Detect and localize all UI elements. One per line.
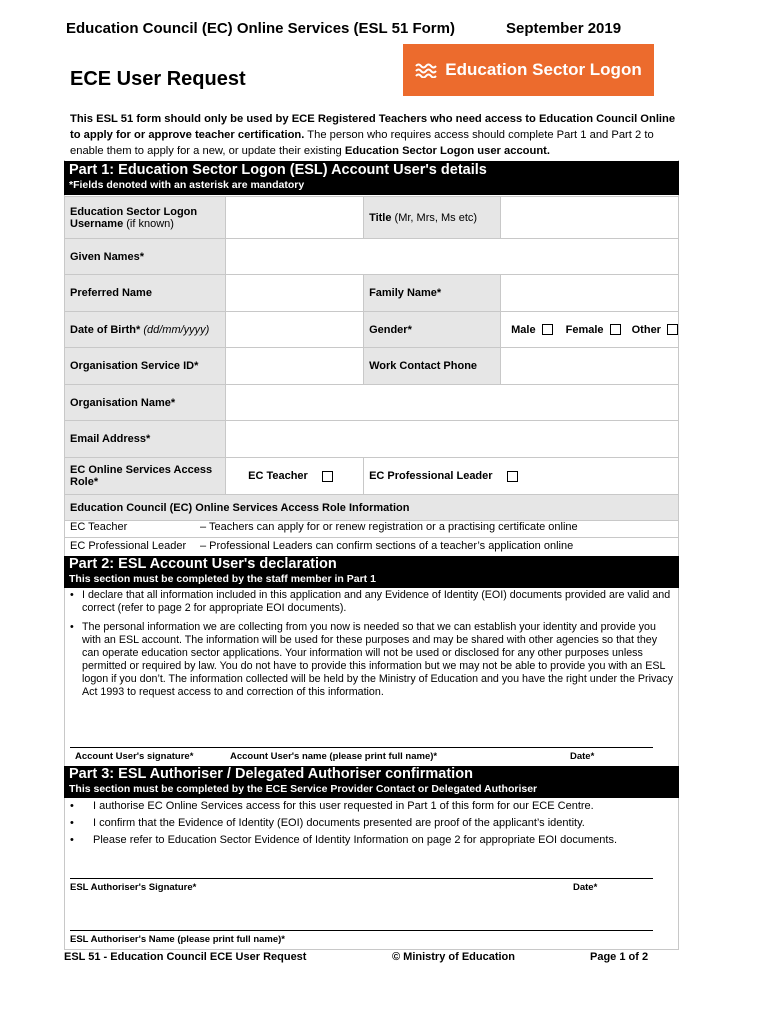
list-item: • Please refer to Education Sector Evidence of Identity Information on page 2 for appropriate EOI documents. xyxy=(70,834,618,846)
part2-header xyxy=(64,556,679,588)
page-title: ECE User Request xyxy=(70,68,246,90)
role-professional-leader-checkbox[interactable] xyxy=(507,471,518,482)
dob-label: Date of Birth* (dd/mm/yyyy) xyxy=(65,312,226,348)
work-phone-input[interactable] xyxy=(501,348,679,385)
part3-name-line[interactable] xyxy=(70,930,653,931)
family-name-input[interactable] xyxy=(501,275,679,312)
preferred-name-label: Preferred Name xyxy=(65,275,226,312)
footer-center: © Ministry of Education xyxy=(392,951,515,963)
role-label: EC Online Services Access Role* xyxy=(65,458,226,495)
org-name-input[interactable] xyxy=(226,385,679,421)
role-info-teacher-role: EC Teacher xyxy=(70,521,128,533)
role-info-leader-role: EC Professional Leader xyxy=(70,540,187,552)
email-input[interactable] xyxy=(226,421,679,458)
role-info-title: Education Council (EC) Online Services Access Role Information xyxy=(65,495,679,521)
list-item: • I confirm that the Evidence of Identity (EOI) documents presented are proof of the applicant’s identity. xyxy=(70,817,585,829)
title-input[interactable] xyxy=(501,197,679,239)
gender-female-label: Female xyxy=(565,323,604,336)
given-names-label: Given Names* xyxy=(65,239,226,275)
part1-title: Part 1: Education Sector Logon (ESL) Account User's details xyxy=(69,162,487,178)
preferred-name-input[interactable] xyxy=(226,275,364,312)
role-info-leader-desc: – Professional Leaders can confirm sections of a teacher’s application online xyxy=(200,540,574,552)
gender-other-checkbox[interactable] xyxy=(667,324,678,335)
dob-input[interactable] xyxy=(226,312,364,348)
part3-date-label: Date* xyxy=(573,882,598,893)
part1-header xyxy=(64,161,679,195)
title-label: Title (Mr, Mrs, Ms etc) xyxy=(364,197,501,239)
part2-name-label: Account User's name (please print full name)* xyxy=(230,751,438,762)
part2-bullets xyxy=(64,589,676,699)
role-ec-teacher-label: EC Teacher xyxy=(248,470,308,482)
intro-bold-end: Education Sector Logon user account. xyxy=(344,145,551,157)
part2-signature-line[interactable] xyxy=(70,747,653,748)
part2-subtitle: This section must be completed by the staff member in Part 1 xyxy=(69,573,376,585)
role-ec-teacher-checkbox[interactable] xyxy=(322,471,333,482)
part3-name-label: ESL Authoriser's Name (please print full name)* xyxy=(70,934,286,945)
username-label: Education Sector Logon Username (if known) xyxy=(65,197,226,239)
work-phone-label: Work Contact Phone xyxy=(364,348,501,385)
gender-female-checkbox[interactable] xyxy=(610,324,621,335)
footer-left: ESL 51 - Education Council ECE User Request xyxy=(64,951,307,963)
gender-options xyxy=(501,312,679,348)
part3-header xyxy=(64,766,679,798)
part3-signature-line[interactable] xyxy=(70,878,653,879)
form-title: Education Council (EC) Online Services (ESL 51 Form) xyxy=(66,20,455,37)
part3-signature-label: ESL Authoriser's Signature* xyxy=(70,882,197,893)
esl-logo xyxy=(403,44,654,96)
gender-male-label: Male xyxy=(511,323,536,336)
footer-page-number: Page 1 of 2 xyxy=(590,951,649,963)
role-professional-leader-label: EC Professional Leader xyxy=(369,470,493,482)
list-item: • The personal information we are collecting from you now is needed so that we can establish your identity and provide you with an ESL account. The information will be used for these purposes and may be shared with other agencies so that they can operate education sector applications. Your information will not be used or disclosed for any other purposes unless permitted or required by law. You do not have to provide this information but we may not be able to provide you with an ESL logon if you don’t. The information collected will be held by the Ministry of Education and you have the right under the Privacy Act 1993 to request access to and correction of this information. xyxy=(70,621,673,698)
gender-male-checkbox[interactable] xyxy=(542,324,553,335)
gender-other-label: Other xyxy=(631,323,661,336)
part3-bullets xyxy=(64,798,676,849)
intro-bold: This ESL 51 form should only be used by ECE Registered Teachers who need access to Education Council Online to apply for or approve teacher certification. xyxy=(70,113,676,141)
part3-title: Part 3: ESL Authoriser / Delegated Authoriser confirmation xyxy=(69,766,473,782)
part2-date-label: Date* xyxy=(570,751,595,762)
gender-label: Gender* xyxy=(364,312,501,348)
list-item: • I declare that all information included in this application and any Evidence of Identity (EOI) documents provided are valid and correct (refer to page 2 for appropriate EOI documents). xyxy=(70,589,671,614)
intro-normal: The person who requires access should complete Part 1 and Part 2 to enable them to apply for a new, or update their existing xyxy=(70,129,654,157)
part1-subtitle: *Fields denoted with an asterisk are mandatory xyxy=(69,179,305,191)
role-ec-teacher xyxy=(226,458,364,495)
part2-signature-label: Account User's signature* xyxy=(75,751,194,762)
form-date: September 2019 xyxy=(506,20,622,37)
role-info-divider xyxy=(64,537,679,538)
part2-title: Part 2: ESL Account User's declaration xyxy=(69,556,337,572)
email-label: Email Address* xyxy=(65,421,226,458)
role-professional-leader xyxy=(364,458,679,495)
logo-text: Education Sector Logon xyxy=(445,60,642,79)
intro-text xyxy=(70,111,676,159)
part3-subtitle: This section must be completed by the ECE Service Provider Contact or Delegated Authoriser xyxy=(69,783,538,795)
given-names-input[interactable] xyxy=(226,239,679,275)
org-service-id-label: Organisation Service ID* xyxy=(65,348,226,385)
family-name-label: Family Name* xyxy=(364,275,501,312)
part1-form-table xyxy=(64,196,679,521)
role-info-teacher-desc: – Teachers can apply for or renew registration or a practising certificate online xyxy=(200,521,578,533)
org-service-id-input[interactable] xyxy=(226,348,364,385)
org-name-label: Organisation Name* xyxy=(65,385,226,421)
waves-icon xyxy=(415,62,437,78)
list-item: • I authorise EC Online Services access for this user requested in Part 1 of this form for our ECE Centre. xyxy=(70,800,594,812)
page-border-bottom xyxy=(64,949,679,950)
username-input[interactable] xyxy=(226,197,364,239)
